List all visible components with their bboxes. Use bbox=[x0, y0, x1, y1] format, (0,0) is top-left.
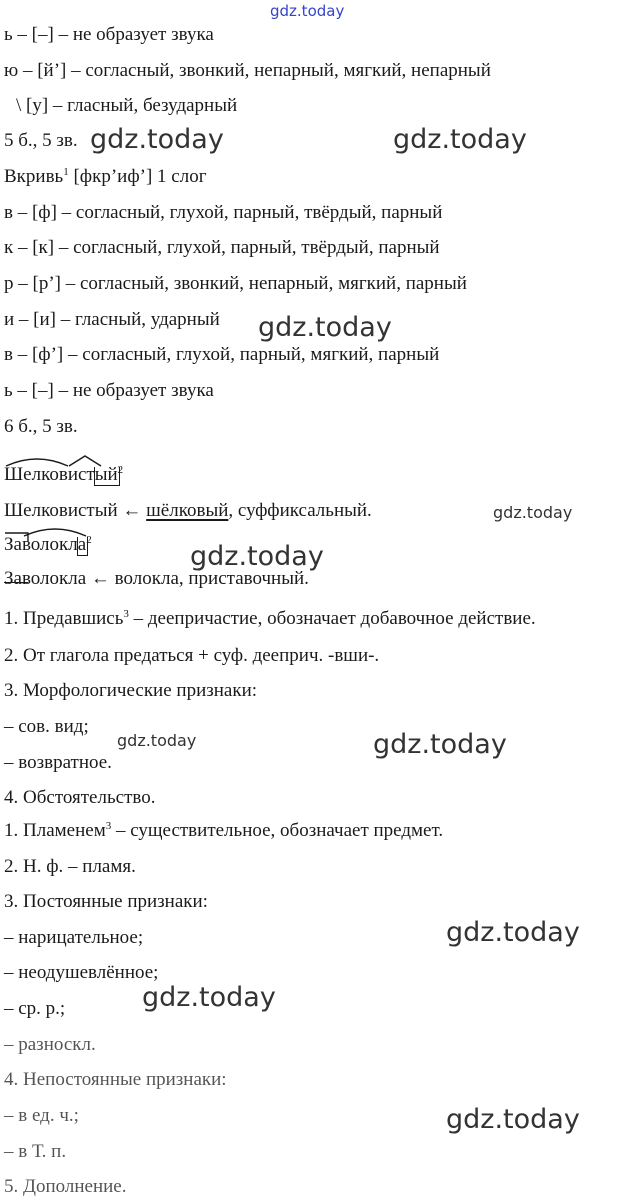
analysis-line: – ср. р.; bbox=[4, 998, 66, 1019]
watermark-text: gdz.today bbox=[190, 541, 324, 572]
watermark-text: gdz.today bbox=[446, 917, 580, 948]
phonetic-line: \ [у] – гласный, безударный bbox=[16, 95, 238, 116]
base-word: шёлковый bbox=[146, 500, 229, 521]
word: Вкривь bbox=[4, 166, 64, 187]
word-formation: Шелковистый ← шёлковый, суффиксальный. bbox=[4, 500, 372, 521]
ending-box-mark bbox=[77, 537, 88, 556]
footnote-mark: 3 bbox=[105, 820, 112, 832]
letters-sounds-count: 6 б., 5 зв. bbox=[4, 416, 78, 437]
analysis-line: – разноскл. bbox=[4, 1034, 96, 1055]
ending-box-mark bbox=[94, 467, 120, 486]
watermark-text: gdz.today bbox=[270, 2, 345, 20]
watermark-text: gdz.today bbox=[446, 1104, 580, 1135]
morphemic-parse bbox=[4, 464, 123, 486]
morphemic-parse bbox=[4, 534, 92, 556]
phonetic-line: ь – [–] – не образует звука bbox=[4, 380, 214, 401]
analysis-line: 4. Обстоятельство. bbox=[4, 787, 156, 808]
phonetic-line: ю – [й’] – согласный, звонкий, непарный, мягкий, непарный bbox=[4, 60, 491, 81]
morpheme-ending: ый bbox=[94, 464, 118, 485]
watermark-text: gdz.today bbox=[493, 503, 573, 522]
morpheme-prefix: За bbox=[4, 534, 22, 556]
root-arc-mark bbox=[4, 455, 70, 467]
analysis-line: – сов. вид; bbox=[4, 716, 89, 737]
watermark-text: gdz.today bbox=[90, 124, 224, 155]
footnote-mark: 2 bbox=[86, 534, 92, 546]
morpheme-root: Шелков bbox=[4, 464, 68, 486]
footnote-mark: 3 bbox=[123, 608, 129, 620]
word-formation: Заволокла ← волокла, приставочный. bbox=[4, 568, 309, 589]
analysis-line: – возвратное. bbox=[4, 752, 112, 773]
morpheme-root: волокл bbox=[22, 534, 78, 556]
watermark-text: gdz.today bbox=[393, 124, 527, 155]
letters-sounds-count: 5 б., 5 зв. bbox=[4, 130, 78, 151]
watermark-text: gdz.today bbox=[258, 312, 392, 343]
prefix-underline bbox=[4, 582, 28, 583]
analysis-line: 1. Пламенем$^3$ – существительное, обозначает предмет. bbox=[4, 820, 444, 841]
analysis-line: – в ед. ч.; bbox=[4, 1105, 79, 1126]
analysis-line: 3. Морфологические признаки: bbox=[4, 680, 258, 701]
analysis-line: 3. Постоянные признаки: bbox=[4, 891, 208, 912]
analysis-line: 4. Непостоянные признаки: bbox=[4, 1069, 227, 1090]
analysis-line: 2. От глагола предаться + суф. дееприч. -вши-. bbox=[4, 645, 380, 666]
analysis-line: – нарицательное; bbox=[4, 927, 144, 948]
phonetic-line: и – [и] – гласный, ударный bbox=[4, 309, 220, 330]
phonetic-line: р – [р’] – согласный, звонкий, непарный, мягкий, парный bbox=[4, 273, 467, 294]
morpheme-suffix: ист bbox=[68, 464, 95, 486]
analysis-line: 2. Н. ф. – пламя. bbox=[4, 856, 136, 877]
word-heading bbox=[4, 166, 207, 188]
footnote-mark: 2 bbox=[117, 464, 124, 476]
analysis-line: 1. Предавшись$^3$ – деепричастие, обозначает добавочное действие. bbox=[4, 608, 536, 629]
analysis-line: – в Т. п. bbox=[4, 1141, 67, 1162]
phonetic-line: в – [ф’] – согласный, глухой, парный, мягкий, парный bbox=[4, 344, 440, 365]
analysis-line: 5. Дополнение. bbox=[4, 1176, 127, 1197]
footnote-mark: 1 bbox=[63, 166, 69, 178]
analysis-line: – неодушевлённое; bbox=[4, 962, 159, 983]
watermark-text: gdz.today bbox=[117, 731, 197, 750]
watermark-text: gdz.today bbox=[142, 982, 276, 1013]
phonetic-line: в – [ф] – согласный, глухой, парный, твёрдый, парный bbox=[4, 202, 443, 223]
morpheme-ending: а bbox=[77, 534, 87, 555]
phonetic-line: ь – [–] – не образует звука bbox=[4, 24, 214, 45]
watermark-text: gdz.today bbox=[373, 729, 507, 760]
phonetic-line: к – [к] – согласный, глухой, парный, твёрдый, парный bbox=[4, 237, 440, 258]
transcription: [фкр’иф’] 1 слог bbox=[68, 166, 207, 187]
